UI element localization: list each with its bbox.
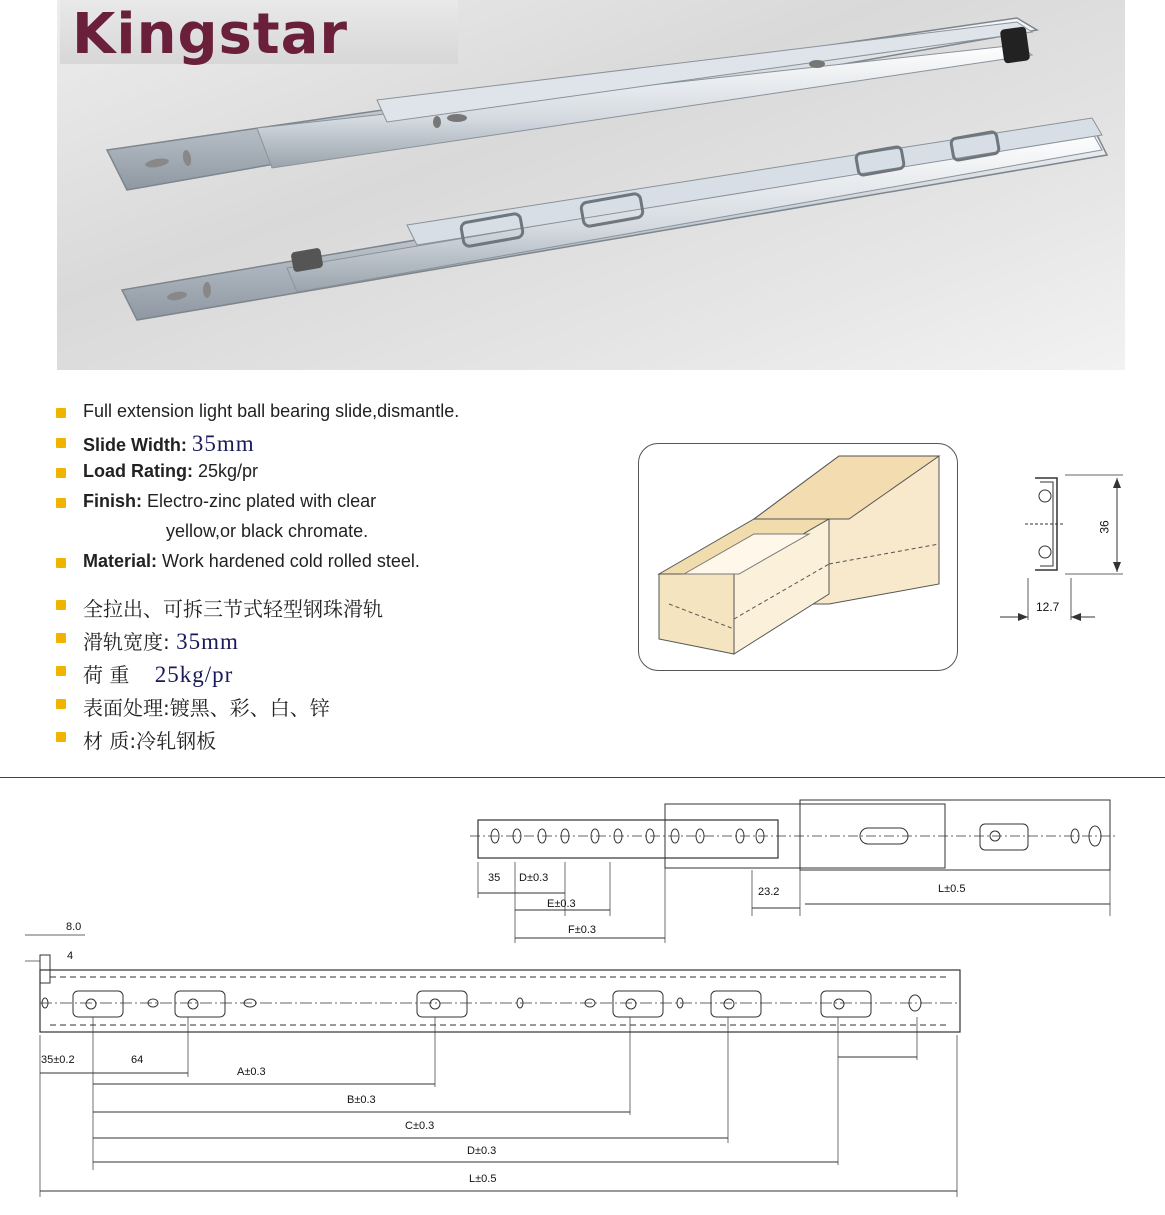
dim-label: E±0.3 <box>547 898 576 910</box>
spec-value: 25kg/pr <box>154 662 234 687</box>
bullet-icon <box>56 732 66 742</box>
drawer-illustration <box>638 443 958 671</box>
dim-label: 4 <box>67 950 74 962</box>
spec-text: Full extension light ball bearing slide,dismantle. <box>83 401 460 421</box>
spec-label: Finish: <box>83 491 142 511</box>
spec-label: 滑轨宽度: <box>83 630 170 654</box>
spec-value: Work hardened cold rolled steel. <box>162 551 420 571</box>
dim-label: 8.0 <box>66 921 82 933</box>
spec-label: Slide Width: <box>83 435 187 455</box>
bullet-icon <box>56 498 66 508</box>
dim-label: D±0.3 <box>467 1145 497 1157</box>
spec-value: 25kg/pr <box>198 461 259 481</box>
dim-label: A±0.3 <box>237 1066 266 1078</box>
dim-label: 23.2 <box>758 886 780 898</box>
spec-value-continued: yellow,or black chromate. <box>166 521 369 541</box>
dim-label: L±0.5 <box>938 883 966 895</box>
spec-value: Electro-zinc plated with clear <box>147 491 377 511</box>
drawer-diagram <box>639 444 957 670</box>
bullet-icon <box>56 468 66 478</box>
dim-label: L±0.5 <box>469 1173 497 1185</box>
dim-label: F±0.3 <box>568 924 597 936</box>
dim-label: 35±0.2 <box>41 1054 75 1066</box>
bullet-icon <box>56 408 66 418</box>
profile-section-diagram <box>995 460 1135 630</box>
dim-label: C±0.3 <box>405 1120 435 1132</box>
bullet-icon <box>56 699 66 709</box>
dim-height: 36 <box>1097 520 1112 534</box>
dim-label: 64 <box>131 1054 144 1066</box>
spec-label: Load Rating: <box>83 461 193 481</box>
dim-label: 35 <box>488 872 501 884</box>
bullet-icon <box>56 438 66 448</box>
spec-value: 35mm <box>191 431 255 456</box>
outer-rail-drawing <box>15 925 975 1200</box>
spec-text: 全拉出、可拆三节式轻型钢珠滑轨 <box>83 597 383 621</box>
spec-text: 表面处理:镀黑、彩、白、锌 <box>83 696 330 720</box>
spec-label: Material: <box>83 551 158 571</box>
bullet-icon <box>56 558 66 568</box>
brand-logo: Kingstar <box>72 2 349 67</box>
bullet-icon <box>56 666 66 676</box>
spec-value: 35mm <box>176 629 239 654</box>
section-divider <box>0 777 1165 778</box>
spec-text: 材 质:冷轧钢板 <box>83 729 217 753</box>
bullet-icon <box>56 633 66 643</box>
dim-label: B±0.3 <box>347 1094 376 1106</box>
bullet-icon <box>56 600 66 610</box>
dim-label: D±0.3 <box>519 872 549 884</box>
dim-width: 12.7 <box>1036 600 1060 614</box>
spec-label: 荷 重 <box>83 663 130 687</box>
